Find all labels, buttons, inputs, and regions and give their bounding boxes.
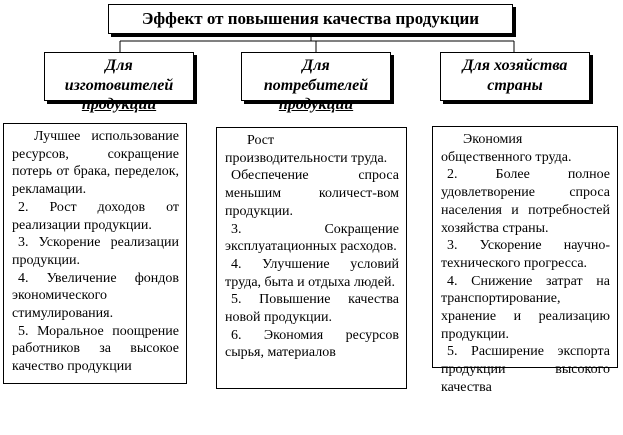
column-consumers <box>216 127 407 389</box>
header-manufacturers-line2: изготовителей <box>64 77 174 94</box>
column-national-economy <box>432 126 618 395</box>
list-item: 5. Повышение качества новой продукции. <box>225 292 399 326</box>
header-consumers <box>241 52 391 113</box>
list-item: 3. Ускорение реализации продукции. <box>12 235 179 268</box>
list-item: 4. Улучшение условий труда, быта и отдыха людей. <box>225 256 399 290</box>
list-item: Рост производительности труда. <box>225 133 388 166</box>
list-item: Обеспечение спроса меньшим количест-вом продукции. <box>225 168 399 219</box>
diagram-title: Эффект от повышения качества продукции <box>108 4 513 34</box>
header-consumers-line2: потребителей <box>263 77 369 94</box>
list-item: 3. Сокращение эксплуатационных расходов. <box>225 221 399 255</box>
header-consumers-line3: продукции <box>278 96 354 113</box>
list-item: Лучшее использование ресурсов, сокращение потерь от брака, переделок, рекламации. <box>12 129 179 198</box>
header-consumers-line1: Для <box>302 57 330 74</box>
list-item: 2. Рост доходов от реализации продукции. <box>12 199 179 233</box>
list-item: 4. Снижение затрат на транспортирование, хранение и реализацию продукции. <box>441 273 610 342</box>
list-item: 6. Экономия ресурсов сырья, материалов <box>225 327 399 361</box>
header-manufacturers <box>44 52 194 113</box>
list-item: 5. Расширение экспорта продукции высокого качества <box>441 344 610 395</box>
header-manufacturers-line3: продукции <box>81 96 157 113</box>
list-item: 3. Ускорение научно-технического прогресса. <box>441 238 610 271</box>
list-item: Экономия общественного труда. <box>441 132 572 165</box>
list-item: 2. Более полное удовлетворение спроса населения и потребностей хозяйства страны. <box>441 167 610 236</box>
column-manufacturers <box>3 123 187 384</box>
list-item: 4. Увеличение фондов экономического стимулирования. <box>12 270 179 322</box>
list-item: 5. Моральное поощрение работников за высокое качество продукции <box>12 323 179 375</box>
header-economy-line2: страны <box>487 77 543 94</box>
header-manufacturers-line1: Для <box>105 57 133 74</box>
header-national-economy <box>440 52 590 101</box>
header-economy-line1: Для хозяйства <box>462 57 568 74</box>
